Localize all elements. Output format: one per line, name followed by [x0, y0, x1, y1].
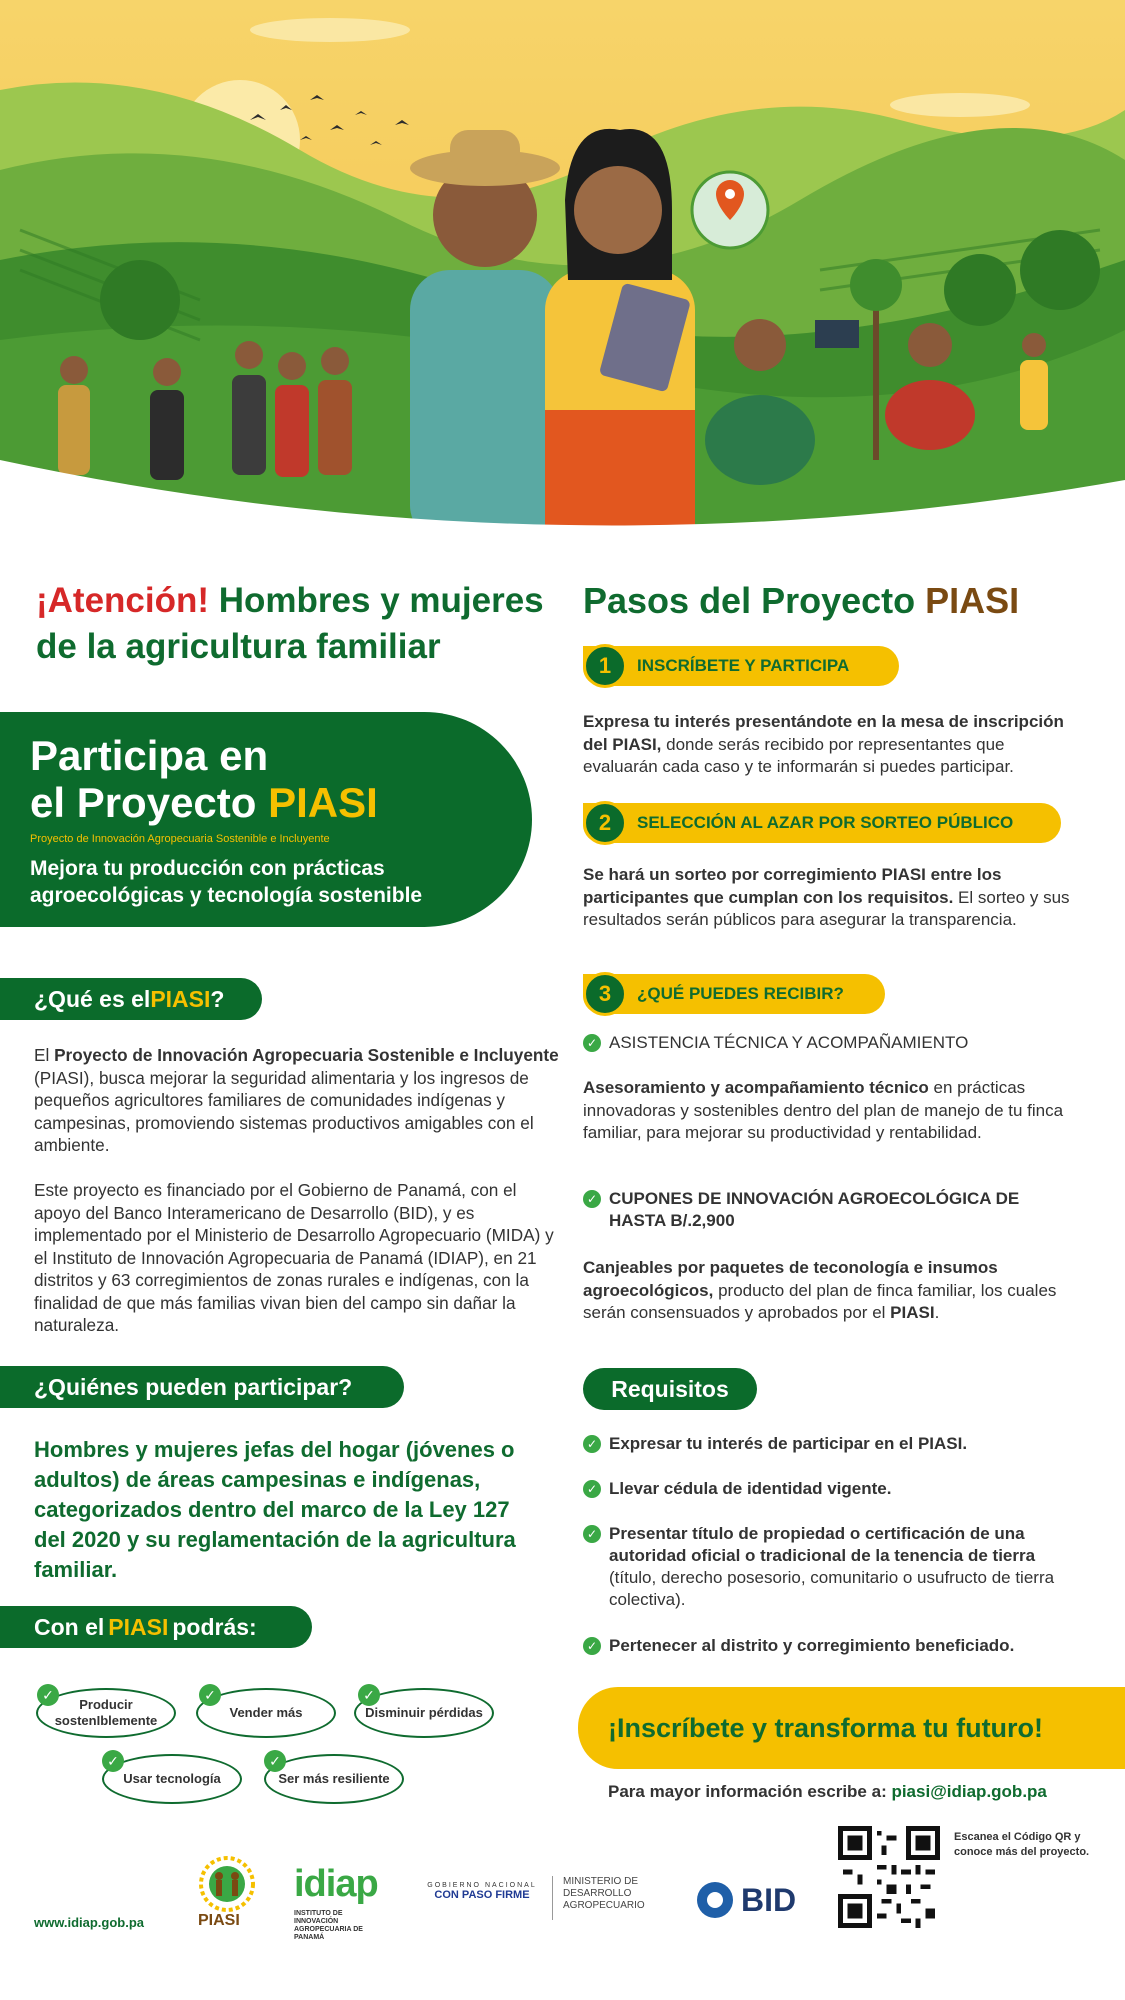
req4: Pertenecer al distrito y corregimiento beneficiado.	[609, 1636, 1015, 1655]
p1-bold: Proyecto de Innovación Agropecuaria Sostenible e Incluyente	[54, 1045, 559, 1065]
quienes-text: Hombres y mujeres jefas del hogar (jóvenes o adultos) de áreas campesinas e indígenas, categorizados dentro del marco de la Ley 127 del 2020 y su reglamentación de la agricultura familiar.	[34, 1437, 516, 1582]
step1-rest: donde serás recibido por representantes que evaluarán cada caso y te informarán si puedes participar.	[583, 734, 1014, 776]
req3-rest: (título, derecho posesorio, comunitario o usufructo de tierra colectiva).	[609, 1568, 1055, 1609]
gob-line2: CON PASO FIRME	[434, 1889, 530, 1901]
check-icon: ✓	[583, 1190, 601, 1208]
check-icon: ✓	[358, 1684, 380, 1706]
requisitos-heading: Requisitos	[583, 1368, 757, 1410]
contact-info	[608, 1782, 1047, 1802]
que-es-paragraph-1	[34, 1044, 560, 1157]
que-es-piasi: PIASI	[150, 985, 211, 1012]
step2-bold: Se hará un sorteo por corregimiento PIASI entre los participantes que cumplan con los requisitos.	[583, 865, 1002, 907]
asistencia-bold: Asesoramiento y acompañamiento técnico	[583, 1078, 929, 1097]
participa-banner	[0, 712, 532, 927]
req2: Llevar cédula de identidad vigente.	[609, 1479, 892, 1498]
bid-logo	[693, 1880, 796, 1920]
bid-icon	[693, 1880, 737, 1920]
check-icon: ✓	[583, 1034, 601, 1052]
cupones-rest: producto del plan de finca familiar, los cuales serán consensuados y aprobados por el	[583, 1280, 1057, 1322]
piasi-logo	[188, 1852, 266, 1936]
check-icon: ✓	[37, 1684, 59, 1706]
check-icon: ✓	[199, 1684, 221, 1706]
asistencia-title-text: ASISTENCIA TÉCNICA Y ACOMPAÑAMIENTO	[609, 1033, 969, 1052]
cta-banner: ¡Inscríbete y transforma tu futuro!	[578, 1687, 1125, 1769]
benefit-label: Ser más resiliente	[278, 1771, 390, 1786]
quienes-heading: ¿Quiénes pueden participar?	[0, 1366, 404, 1408]
solar-panel-icon	[815, 320, 859, 348]
req1: Expresar tu interés de participar en el PIASI.	[609, 1434, 968, 1453]
step-label: INSCRÍBETE Y PARTICIPA	[637, 656, 850, 675]
cupones-bold: Canjeables por paquetes de teconología e insumos agroecológicos,	[583, 1258, 998, 1300]
step-3	[583, 974, 885, 1014]
banner-piasi: PIASI	[268, 779, 378, 826]
website-link[interactable]: www.idiap.gob.pa	[34, 1915, 145, 1930]
step-number: 3	[583, 972, 627, 1016]
step-number: 2	[583, 801, 627, 845]
check-icon: ✓	[583, 1637, 601, 1655]
check-icon: ✓	[583, 1480, 601, 1498]
step-1	[583, 646, 899, 686]
asistencia-text	[583, 1077, 1083, 1145]
benefit-label: Producir sostenIblemente	[54, 1697, 158, 1728]
check-icon: ✓	[583, 1435, 601, 1453]
check-icon: ✓	[102, 1750, 124, 1772]
benefit-label: Usar tecnología	[123, 1771, 221, 1786]
divider	[552, 1876, 553, 1920]
que-es-suffix: ?	[210, 985, 225, 1012]
cupones-text: Canjeables por paquetes de teconología e insumos agroecológicos, producto del plan de finca familiar, los cuales serán consensuados y aprobados por el PIASI.	[583, 1258, 1057, 1322]
que-es-paragraph-2: Este proyecto es financiado por el Gobierno de Panamá, con el apoyo del Banco Interamericano de Desarrollo (BID), y es implementado por el Ministerio de Desarrollo Agropecuario (MIDA) y el Instituto de Innovación Agropecuaria de Panamá (IDIAP), en 21 distritos y 63 corregimientos de zonas rurales e indígenas, con la finalidad de que más familias vivan bien del campo sin dañar la naturaleza.	[34, 1180, 554, 1335]
step-1-text	[583, 711, 1083, 779]
benefit-label: Vender más	[229, 1705, 303, 1720]
gob-line1: GOBIERNO NACIONAL	[427, 1882, 537, 1889]
p1-b: (PIASI), busca mejorar la seguridad alimentaria y los ingresos de pequeños agricultores familiares de comunidades indígenas y campesinas, promoviendo sistemas productivos amigables con el ambiente.	[34, 1067, 534, 1155]
banner-subtitle: Proyecto de Innovación Agropecuaria Sostenible e Incluyente	[30, 833, 330, 845]
benefit-label: Disminuir pérdidas	[365, 1705, 483, 1720]
requirement-item	[583, 1433, 1083, 1455]
mida-logo: MINISTERIO DE DESARROLLO AGROPECUARIO	[563, 1876, 645, 1911]
asistencia-title	[583, 1032, 968, 1054]
banner-title	[30, 732, 502, 826]
banner-tagline: Mejora tu producción con prácticas agroecológicas y tecnología sostenible	[30, 857, 423, 907]
steps-title-piasi: PIASI	[925, 580, 1020, 621]
bid-text: BID	[741, 1881, 797, 1918]
idiap-logo-text: idiap	[294, 1863, 378, 1905]
email-link[interactable]: piasi@idiap.gob.pa	[891, 1782, 1047, 1801]
piasi-logo-text: PIASI	[198, 1912, 240, 1929]
step-2-text	[583, 864, 1083, 932]
requirement-item	[583, 1478, 1083, 1500]
podras-heading	[0, 1606, 312, 1648]
attention-prefix: ¡Atención!	[36, 581, 210, 620]
cupones-end: PIASI	[890, 1303, 935, 1322]
step-2	[583, 803, 1061, 843]
idiap-sub: INSTITUTO DE INNOVACIÓN AGROPECUARIA DE PANAMÁ	[294, 1910, 363, 1941]
podras-piasi: PIASI	[108, 1613, 169, 1640]
gobierno-logo	[418, 1882, 546, 1901]
info-prefix: Para mayor información escribe a:	[608, 1782, 892, 1801]
requirement-item	[583, 1635, 1083, 1657]
attention-heading	[36, 578, 556, 670]
banner-line1: Participa en	[30, 732, 269, 779]
step-number: 1	[583, 644, 627, 688]
map-pin-icon	[692, 172, 768, 248]
step-label: SELECCIÓN AL AZAR POR SORTEO PÚBLICO	[637, 813, 1014, 832]
requirement-item	[583, 1523, 1083, 1611]
que-es-prefix: ¿Qué es el	[34, 985, 151, 1012]
req3-bold: Presentar título de propiedad o certificación de una autoridad oficial o tradicional de la tenencia de tierra	[609, 1524, 1036, 1565]
que-es-heading	[0, 978, 262, 1020]
step2-rest: El sorteo y sus resultados serán públicos para asegurar la transparencia.	[583, 887, 1070, 929]
qr-code[interactable]	[838, 1826, 940, 1928]
idiap-logo	[294, 1864, 384, 1942]
podras-prefix: Con el	[34, 1613, 105, 1640]
step-label: ¿QUÉ PUEDES RECIBIR?	[637, 984, 844, 1003]
asistencia-rest: en prácticas innovadoras y sostenibles dentro del plan de manejo de tu finca familiar, para mejorar su productividad y rentabilidad.	[583, 1078, 1064, 1142]
check-icon: ✓	[264, 1750, 286, 1772]
p1-a: El	[34, 1045, 55, 1065]
hero-illustration	[0, 0, 1125, 545]
steps-title-prefix: Pasos del Proyecto	[583, 580, 926, 621]
steps-title	[583, 580, 1019, 622]
banner-line2: el Proyecto	[30, 779, 269, 826]
step1-bold: Expresa tu interés presentándote en la mesa de inscripción del PIASI,	[583, 712, 1064, 754]
cupones-title-text: CUPONES DE INNOVACIÓN AGROECOLÓGICA DE HASTA B/.2,900	[609, 1189, 1020, 1230]
qr-note: Escanea el Código QR y conoce más del proyecto.	[954, 1831, 1090, 1858]
cupones-title	[583, 1188, 1063, 1232]
attention-text: Hombres y mujeres de la agricultura familiar	[36, 581, 544, 666]
podras-suffix: podrás:	[172, 1613, 257, 1640]
check-icon: ✓	[583, 1525, 601, 1543]
